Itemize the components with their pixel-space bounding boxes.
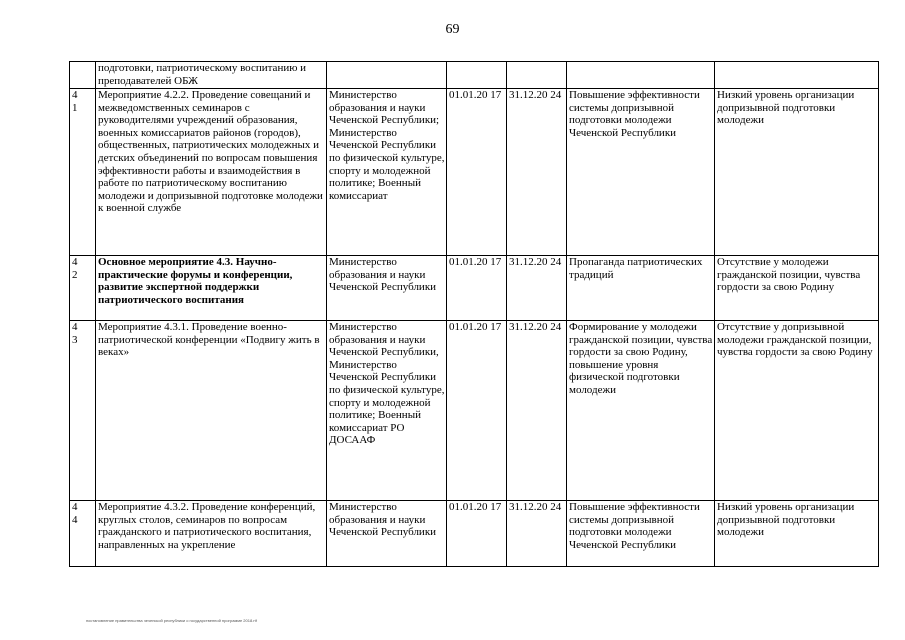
expected-result: Повышение эффективности системы допризывной подготовки молодежи Чеченской Республики bbox=[567, 501, 715, 567]
start-date: 01.01.20 17 bbox=[447, 256, 507, 321]
expected-result: Пропаганда патриотических традиций bbox=[567, 256, 715, 321]
activity-name: подготовки, патриотическому воспитанию и преподавателей ОБЖ bbox=[96, 62, 327, 89]
end-date bbox=[507, 62, 567, 89]
risk-cell bbox=[715, 62, 879, 89]
executor-cell: Министерство образования и науки Чеченской Республики bbox=[327, 256, 447, 321]
executor-cell: Министерство образования и науки Чеченской Республики bbox=[327, 501, 447, 567]
table-row bbox=[70, 62, 879, 89]
page-number: 69 bbox=[445, 22, 460, 37]
start-date: 01.01.20 17 bbox=[447, 501, 507, 567]
end-date: 31.12.20 24 bbox=[507, 501, 567, 567]
executor-cell: Министерство образования и науки Чеченской Республики; Министерство Чеченской Республики по физической культуре, спорту и молодежной политике; Военный комиссариат bbox=[327, 89, 447, 256]
end-date: 31.12.20 24 bbox=[507, 256, 567, 321]
row-number: 4 3 bbox=[70, 321, 96, 501]
start-date: 01.01.20 17 bbox=[447, 89, 507, 256]
expected-result: Повышение эффективности системы допризывной подготовки молодежи Чеченской Республики bbox=[567, 89, 715, 256]
row-number: 4 4 bbox=[70, 501, 96, 567]
end-date: 31.12.20 24 bbox=[507, 321, 567, 501]
table-row bbox=[70, 501, 879, 567]
activity-name: Мероприятие 4.2.2. Проведение совещаний и межведомственных семинаров с руководителями учреждений образования, военных комиссариатов районов (городов), общественных, патриотических молодежных и детских объединений по вопросам повышения эффективности работы и взаимодействия в работе по патриотическому воспитанию молодежи и допризывной подготовке молодежи к военной службе bbox=[96, 89, 327, 256]
executor-cell bbox=[327, 62, 447, 89]
row-number: 4 2 bbox=[70, 256, 96, 321]
document-footer: постановление правительства чеченской республики о государственной программе 2018.rtf bbox=[86, 618, 257, 623]
risk-cell: Отсутствие у молодежи гражданской позиции, чувства гордости за свою Родину bbox=[715, 256, 879, 321]
table-row bbox=[70, 89, 879, 256]
executor-cell: Министерство образования и науки Чеченской Республики, Министерство Чеченской Республики по физической культуре, спорту и молодежной политике; Военный комиссариат РО ДОСААФ bbox=[327, 321, 447, 501]
activity-name: Мероприятие 4.3.1. Проведение военно-патриотической конференции «Подвигу жить в веках» bbox=[96, 321, 327, 501]
row-number: 4 1 bbox=[70, 89, 96, 256]
program-table bbox=[69, 61, 879, 567]
activity-name: Мероприятие 4.3.2. Проведение конференций, круглых столов, семинаров по вопросам гражданского и патриотического воспитания, направленных на укрепление bbox=[96, 501, 327, 567]
table-row bbox=[70, 256, 879, 321]
expected-result: Формирование у молодежи гражданской позиции, чувства гордости за свою Родину, повышение уровня физической подготовки молодежи bbox=[567, 321, 715, 501]
table-row bbox=[70, 321, 879, 501]
start-date bbox=[447, 62, 507, 89]
row-number bbox=[70, 62, 96, 89]
end-date: 31.12.20 24 bbox=[507, 89, 567, 256]
start-date: 01.01.20 17 bbox=[447, 321, 507, 501]
activity-name: Основное мероприятие 4.3. Научно-практические форумы и конференции, развитие экспертной поддержки патриотического воспитания bbox=[96, 256, 327, 321]
expected-result bbox=[567, 62, 715, 89]
risk-cell: Низкий уровень организации допризывной подготовки молодежи bbox=[715, 501, 879, 567]
risk-cell: Отсутствие у допризывной молодежи гражданской позиции, чувства гордости за свою Родину bbox=[715, 321, 879, 501]
risk-cell: Низкий уровень организации допризывной подготовки молодежи bbox=[715, 89, 879, 256]
